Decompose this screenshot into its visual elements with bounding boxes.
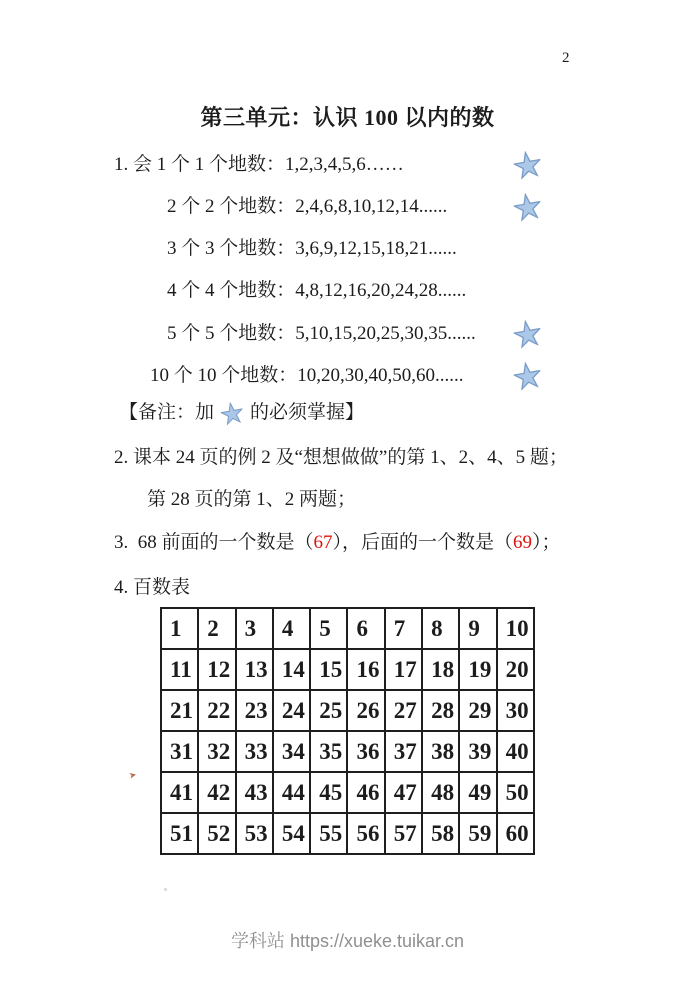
table-cell: 43 [236, 772, 273, 813]
table-cell: 48 [422, 772, 459, 813]
table-cell: 6 [347, 608, 384, 649]
note-line [119, 398, 364, 428]
table-cell: 60 [497, 813, 534, 854]
table-cell: 54 [273, 813, 310, 854]
table-cell: 49 [459, 772, 496, 813]
table-cell: 5 [310, 608, 347, 649]
counting-line-text: 5 个 5 个地数：5,10,15,20,25,30,35...... [167, 323, 476, 344]
annotation-mark: ➤ [127, 769, 138, 781]
table-cell: 23 [236, 690, 273, 731]
table-cell: 36 [347, 731, 384, 772]
table-row [161, 690, 534, 731]
counting-line [0, 234, 695, 264]
item3-line [114, 528, 561, 558]
item3-text: ），后面的一个数是（ [332, 532, 514, 553]
table-cell: 15 [310, 649, 347, 690]
table-cell: 24 [273, 690, 310, 731]
note-prefix: 【备注：加 [119, 402, 215, 423]
table-cell: 14 [273, 649, 310, 690]
table-cell: 18 [422, 649, 459, 690]
table-cell: 50 [497, 772, 534, 813]
table-cell: 34 [273, 731, 310, 772]
table-cell: 1 [161, 608, 198, 649]
table-cell: 52 [198, 813, 235, 854]
table-cell: 3 [236, 608, 273, 649]
counting-line-text: 4 个 4 个地数：4,8,12,16,20,24,28...... [167, 280, 467, 301]
counting-line-text: 1. 会 1 个 1 个地数：1,2,3,4,5,6…… [114, 154, 404, 175]
item2-line2: 第 28 页的第 1、2 两题； [147, 489, 357, 510]
table-cell: 37 [385, 731, 422, 772]
item2-line1: 2. 课本 24 页的例 2 及“想想做做”的第 1、2、4、5 题； [114, 447, 568, 468]
table-cell: 47 [385, 772, 422, 813]
table-cell: 27 [385, 690, 422, 731]
table-cell: 40 [497, 731, 534, 772]
table-row [161, 608, 534, 649]
table-cell: 25 [310, 690, 347, 731]
table-cell: 29 [459, 690, 496, 731]
item3-text: ）； [532, 532, 561, 553]
counting-line-text: 10 个 10 个地数：10,20,30,40,50,60...... [150, 365, 464, 386]
counting-line [0, 192, 695, 222]
star-icon [221, 402, 243, 424]
table-row [161, 649, 534, 690]
table-cell: 17 [385, 649, 422, 690]
page-title: 第三单元：认识 100 以内的数 [200, 105, 495, 130]
table-cell: 32 [198, 731, 235, 772]
counting-line-text: 2 个 2 个地数：2,4,6,8,10,12,14...... [167, 196, 448, 217]
table-cell: 22 [198, 690, 235, 731]
star-icon [514, 151, 541, 178]
table-cell: 57 [385, 813, 422, 854]
table-cell: 44 [273, 772, 310, 813]
item4-label: 4. 百数表 [114, 577, 191, 598]
star-icon [514, 320, 541, 347]
table-cell: 8 [422, 608, 459, 649]
table-cell: 10 [497, 608, 534, 649]
table-cell: 12 [198, 649, 235, 690]
table-cell: 59 [459, 813, 496, 854]
table-cell: 51 [161, 813, 198, 854]
table-cell: 42 [198, 772, 235, 813]
table-cell: 45 [310, 772, 347, 813]
table-cell: 53 [236, 813, 273, 854]
table-cell: 58 [422, 813, 459, 854]
table-cell: 46 [347, 772, 384, 813]
table-cell: 41 [161, 772, 198, 813]
table-cell: 13 [236, 649, 273, 690]
table-cell: 11 [161, 649, 198, 690]
table-cell: 4 [273, 608, 310, 649]
counting-line-text: 3 个 3 个地数：3,6,9,12,15,18,21...... [167, 238, 457, 259]
footer-watermark: 学科站 https://xueke.tuikar.cn [230, 931, 465, 951]
table-cell: 56 [347, 813, 384, 854]
note-suffix: 的必须掌握】 [250, 402, 365, 423]
answer-value: 69 [513, 532, 533, 553]
table-row [161, 731, 534, 772]
table-cell: 31 [161, 731, 198, 772]
counting-line [0, 276, 695, 306]
star-icon [514, 362, 541, 389]
table-cell: 30 [497, 690, 534, 731]
table-cell: 26 [347, 690, 384, 731]
table-cell: 28 [422, 690, 459, 731]
table-row [161, 813, 534, 854]
table-cell: 55 [310, 813, 347, 854]
counting-line [0, 361, 695, 391]
table-cell: 19 [459, 649, 496, 690]
hundred-number-table [160, 607, 535, 855]
table-cell: 35 [310, 731, 347, 772]
table-cell: 9 [459, 608, 496, 649]
scan-dot [164, 888, 167, 891]
table-row [161, 772, 534, 813]
counting-line [0, 319, 695, 349]
table-cell: 2 [198, 608, 235, 649]
item3-text: 3. 68 前面的一个数是（ [114, 532, 314, 553]
counting-line [0, 150, 695, 180]
answer-value: 67 [313, 532, 333, 553]
table-cell: 39 [459, 731, 496, 772]
table-cell: 16 [347, 649, 384, 690]
table-cell: 20 [497, 649, 534, 690]
table-cell: 7 [385, 608, 422, 649]
hundred-table-body [161, 608, 534, 854]
table-cell: 33 [236, 731, 273, 772]
table-cell: 38 [422, 731, 459, 772]
star-icon [514, 193, 541, 220]
table-cell: 21 [161, 690, 198, 731]
page-number: 2 [562, 50, 570, 66]
